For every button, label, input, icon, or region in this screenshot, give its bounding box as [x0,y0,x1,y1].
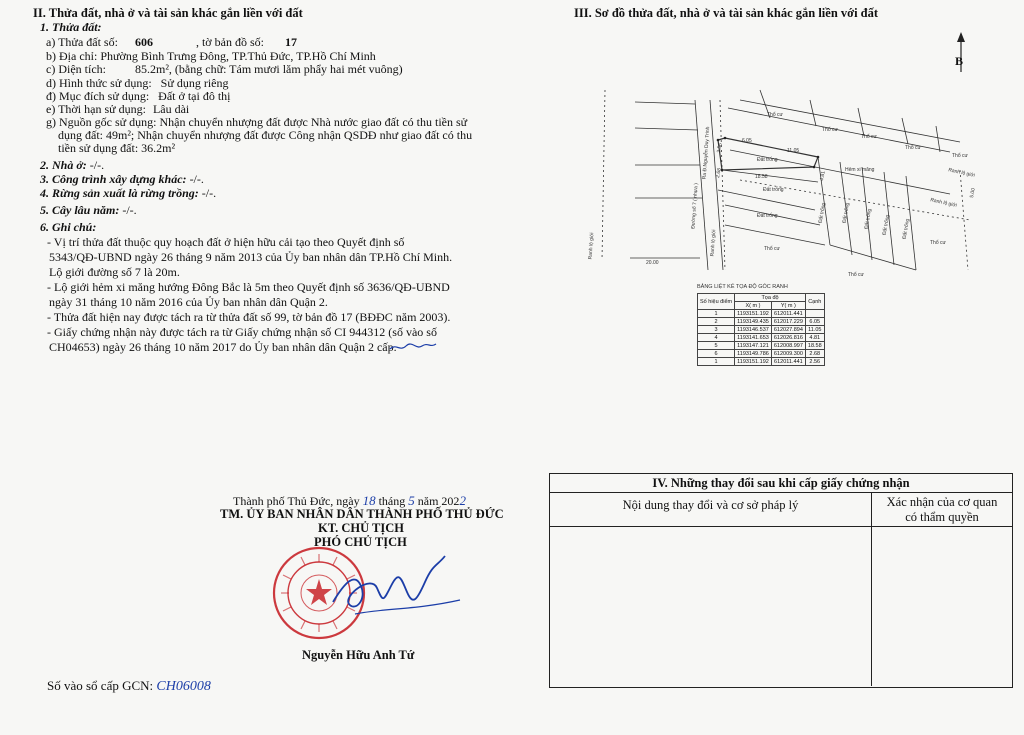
notes-label: 6. Ghi chú: [40,220,97,234]
label-width: 20.00 [646,260,659,266]
cell-x: 1193149.786 [735,350,772,358]
changes-col2-line1: Xác nhận của cơ quan [886,495,998,509]
note-line: Lộ giới đường số 7 là 20m. [49,265,180,279]
forest-label: 4. Rừng sản xuất là rừng trồng: [40,186,199,200]
cell-y: 612017.229 [771,318,805,326]
dim-6-05: 6.05 [742,138,752,144]
note-line: 5343/QĐ-UBND ngày 26 tháng 9 năm 2013 của Ủy ban nhân dân TP.Hồ Chí Minh. [49,250,453,264]
area-row [46,62,403,77]
purpose-label: đ) Mục đích sử dụng: [46,89,150,103]
house-value: -/-. [89,158,105,172]
cell-y: 612026.816 [771,334,805,342]
date-year-label: năm 202 [417,494,460,508]
cell-point: 5 [698,342,735,350]
cell-point: 1 [698,358,735,366]
construction-label: 3. Công trình xây dựng khác: [40,172,187,186]
dim-18-58: 18.58 [755,174,768,180]
label-dat-trong: Đất trống [817,202,828,224]
coord-header-y: Y( m ) [771,302,805,310]
changes-col2-header [872,495,1012,525]
trees-row [40,203,137,218]
signer-name: Nguyễn Hữu Anh Tứ [302,648,415,662]
label-tho-cu: Thổ cư [905,145,921,151]
section-title-map: III. Sơ đồ thửa đất, nhà ở và tài sản khác gắn liền với đất [574,6,879,20]
address-label: b) Địa chỉ: [46,49,98,63]
changes-col1-header: Nội dung thay đổi và cơ sở pháp lý [622,498,799,512]
label-tho-cu: Thổ cư [861,134,877,140]
map-sheet-value: 17 [284,35,297,49]
date-day: 18 [362,493,376,508]
label-dat-trong: Đất trống [841,202,852,224]
changes-header-divider [550,526,1012,527]
label-hem: Hẻm xi măng [845,167,875,173]
label-width2: 5.00 [969,187,977,199]
note-line: - Lộ giới hẻm xi măng hướng Đông Bắc là 5m theo Quyết định số 3636/QĐ-UBND [47,280,450,294]
cell-y: 612009.300 [771,350,805,358]
note-line: CH04653) ngày 26 tháng 10 năm 2017 do Ủy ban nhân dân Quận 2 cấp. [49,340,397,354]
table-row [698,358,825,366]
table-row [698,310,825,318]
house-label: 2. Nhà ở: [40,158,87,172]
gcn-row [47,678,211,694]
label-tho-cu: Thổ cư [848,272,864,278]
cell-x: 1193146.537 [735,326,772,334]
forest-value: -/-. [201,186,217,200]
notes-list [47,235,452,355]
note-line: - Vị trí thửa đất thuộc quy hoạch đất ở hiện hữu cải tạo theo Quyết định số [47,235,405,249]
construction-value: -/-. [189,172,204,186]
map-sheet-label: , tờ bản đồ số: [195,35,264,49]
note-line: - Thửa đất hiện nay được tách ra từ thửa đất số 99, tờ bản đồ 17 (BĐĐC năm 2003). [47,310,451,324]
label-dat-trong: Đất trống [901,218,912,240]
table-row [698,326,825,334]
date-year-digit: 2 [459,493,466,508]
cell-point: 1 [698,310,735,318]
cell-edge: 2.68 [805,350,824,358]
parcel-number-label: a) Thửa đất số: [46,35,118,49]
gcn-value: CH06008 [156,679,211,694]
trees-value: -/-. [122,203,137,217]
vice-chair-title: PHÓ CHỦ TỊCH [314,535,407,549]
label-ranh: Ranh lộ giới [587,232,596,260]
cell-y: 612027.894 [771,326,805,334]
forest-row [40,186,216,201]
coord-table [697,293,825,366]
label-tho-cu: Thổ cư [952,153,968,159]
parcel-heading: 1. Thửa đất: [40,20,102,34]
dim-2-56: 2.56 [716,142,724,154]
coord-header-edge: Cạnh [805,294,824,310]
cell-edge: 6.05 [805,318,824,326]
coord-header-coord: Tọa độ [735,294,806,302]
label-tho-cu: Thổ cư [822,127,838,133]
gcn-label: Số vào sổ cấp GCN: [47,678,154,693]
purpose-value: Đất ở tại đô thị [158,89,231,103]
handwritten-signature [325,552,465,622]
section-title-parcel: II. Thửa đất, nhà ở và tài sản khác gắn liền với đất [33,6,303,20]
label-dat-trong: Đất trống [863,208,874,230]
label-duong: Đường số 7 ( nhựa ) [690,182,700,230]
initials-mark [388,340,438,354]
cell-point: 4 [698,334,735,342]
changes-col-content [550,493,872,686]
label-dat-trong: Đất trống [763,187,784,193]
label-ranh-hem: Ranh lộ giới [947,167,976,179]
changes-col2-line2: có thẩm quyền [905,510,979,524]
note-line: - Giấy chứng nhận này được tách ra từ Giấy chứng nhận số CI 944312 (số vào số [47,325,437,339]
parcel-number-row [46,35,297,50]
term-label: e) Thời hạn sử dụng: [46,102,146,116]
cell-point: 2 [698,318,735,326]
north-label: B [955,54,964,68]
label-tho-cu: Thổ cư [930,240,946,246]
note-line: ngày 31 tháng 10 năm 2016 của Ủy ban nhân dân Quận 2. [49,295,328,309]
cell-edge: 18.58 [805,342,824,350]
label-ranh: Ranh lộ giới [709,229,718,257]
cell-y: 612008.997 [771,342,805,350]
area-value: 85.2m², (bằng chữ: Tám mươi lăm phẩy hai mét vuông) [134,62,403,76]
cell-edge: 4.81 [805,334,824,342]
house-row [40,158,104,173]
label-tho-cu: Thổ cư [767,112,783,118]
origin-line-2: dụng đất: 49m²; Nhận chuyển nhượng đất được Công nhận QSDĐ như giao đất có thu [58,128,473,142]
cell-point: 6 [698,350,735,358]
cell-x: 1193151.192 [735,358,772,366]
cell-x: 1193141.653 [735,334,772,342]
dim-2-68: 2.68 [715,167,723,179]
label-dat-trong: Đất trống [757,157,778,163]
cell-edge: 11.05 [805,326,824,334]
cell-y: 612011.441 [771,358,805,366]
label-tho-cu: Thổ cư [764,246,780,252]
date-month-label: tháng [378,494,406,508]
dim-11-05: 11.05 [787,148,800,154]
origin-label: g) Nguồn gốc sử dụng: [46,115,157,129]
date-prefix: Thành phố Thủ Đức, ngày [233,494,360,508]
coord-header-x: X( m ) [735,302,772,310]
coord-header-point: Số hiệu điểm [698,294,735,310]
origin-line-3: tiền sử dụng đất: 36.2m² [58,141,176,155]
date-month: 5 [408,493,415,508]
dim-4-81: 4.81 [819,170,827,182]
label-ranh-hem: Ranh lộ giới [929,197,958,209]
changes-table [549,473,1013,688]
table-row [698,318,825,326]
table-row [698,350,825,358]
cell-point: 3 [698,326,735,334]
label-dat-trong: Đất trống [881,214,892,236]
cell-x: 1193147.121 [735,342,772,350]
table-row [698,342,825,350]
table-row [698,334,825,342]
kt-title: KT. CHỦ TỊCH [318,521,405,535]
changes-title: IV. Những thay đổi sau khi cấp giấy chứng nhận [550,474,1012,493]
cell-x: 1193149.435 [735,318,772,326]
cell-x: 1193151.192 [735,310,772,318]
area-label: c) Diện tích: [46,62,106,76]
parcel-number-value: 606 [134,35,153,49]
label-road-name: Ra Đ.Nguyễn Duy Trinh [701,126,712,180]
label-dat-trong: Đất trống [757,213,778,219]
cell-edge [805,310,824,318]
authority-title: TM. ỦY BAN NHÂN DÂN THÀNH PHỐ THỦ ĐỨC [220,507,504,521]
construction-row [40,172,204,187]
trees-label: 5. Cây lâu năm: [40,203,120,217]
address-value: Phường Bình Trưng Đông, TP.Thủ Đức, TP.Hồ Chí Minh [100,49,376,63]
coord-table-title: BẢNG LIỆT KÊ TỌA ĐỘ GÓC RANH [697,284,788,290]
origin-line-1: Nhận chuyển nhượng đất được Nhà nước giao đất có thu tiền sử [159,115,468,129]
cell-y: 612011.441 [771,310,805,318]
term-value: Lâu dài [152,102,190,116]
usage-form-label: d) Hình thức sử dụng: [46,76,152,90]
cell-edge: 2.56 [805,358,824,366]
usage-form-value: Sử dụng riêng [160,76,229,90]
